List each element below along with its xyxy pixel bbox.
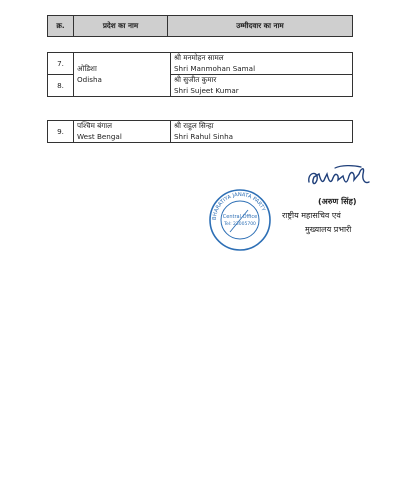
table-row	[48, 121, 353, 143]
header-state: प्रदेश का नाम	[74, 16, 168, 37]
candidate-name-english: Shri Manmohan Samal	[174, 63, 256, 73]
candidate-cell	[171, 75, 353, 97]
candidate-name-english: Shri Rahul Sinha	[174, 131, 234, 141]
signatory-name: (अरुण सिंह)	[318, 197, 357, 206]
state-name-english: Odisha	[77, 74, 102, 84]
state-name-hindi: पश्चिम बंगाल	[77, 121, 113, 130]
candidate-cell	[171, 53, 353, 75]
party-seal	[208, 188, 272, 252]
serial-number: 8.	[48, 75, 74, 97]
serial-number: 7.	[48, 53, 74, 75]
candidate-name-english: Shri Sujeet Kumar	[174, 85, 239, 95]
signatory-designation-line2: मुख्यालय प्रभारी	[305, 225, 352, 234]
candidate-name-hindi: श्री सुजीत कुमार	[174, 75, 217, 84]
handwritten-signature	[305, 162, 375, 192]
candidate-cell	[171, 121, 353, 143]
serial-number: 9.	[48, 121, 74, 143]
state-cell	[74, 121, 171, 143]
candidate-name-hindi: श्री मनमोहन सामल	[174, 53, 224, 62]
seal-ring-text: BHARATIYA JANATA PARTY	[211, 191, 267, 221]
state-cell	[74, 53, 171, 97]
seal-tel-text: Tel: 23005700	[224, 222, 256, 227]
header-candidate: उम्मीदवार का नाम	[168, 16, 353, 37]
table-row	[48, 53, 353, 75]
header-serial: क्र.	[48, 16, 74, 37]
header-table	[47, 15, 353, 37]
seal-center-text: Central Office	[222, 214, 258, 220]
state-name-hindi: ओडिशा	[77, 64, 97, 73]
candidate-name-hindi: श्री राहुल सिन्हा	[174, 121, 214, 130]
signatory-designation-line1: राष्ट्रीय महासचिव एवं	[282, 211, 341, 220]
odisha-table	[47, 52, 353, 97]
west-bengal-table	[47, 120, 353, 143]
state-name-english: West Bengal	[77, 131, 122, 141]
